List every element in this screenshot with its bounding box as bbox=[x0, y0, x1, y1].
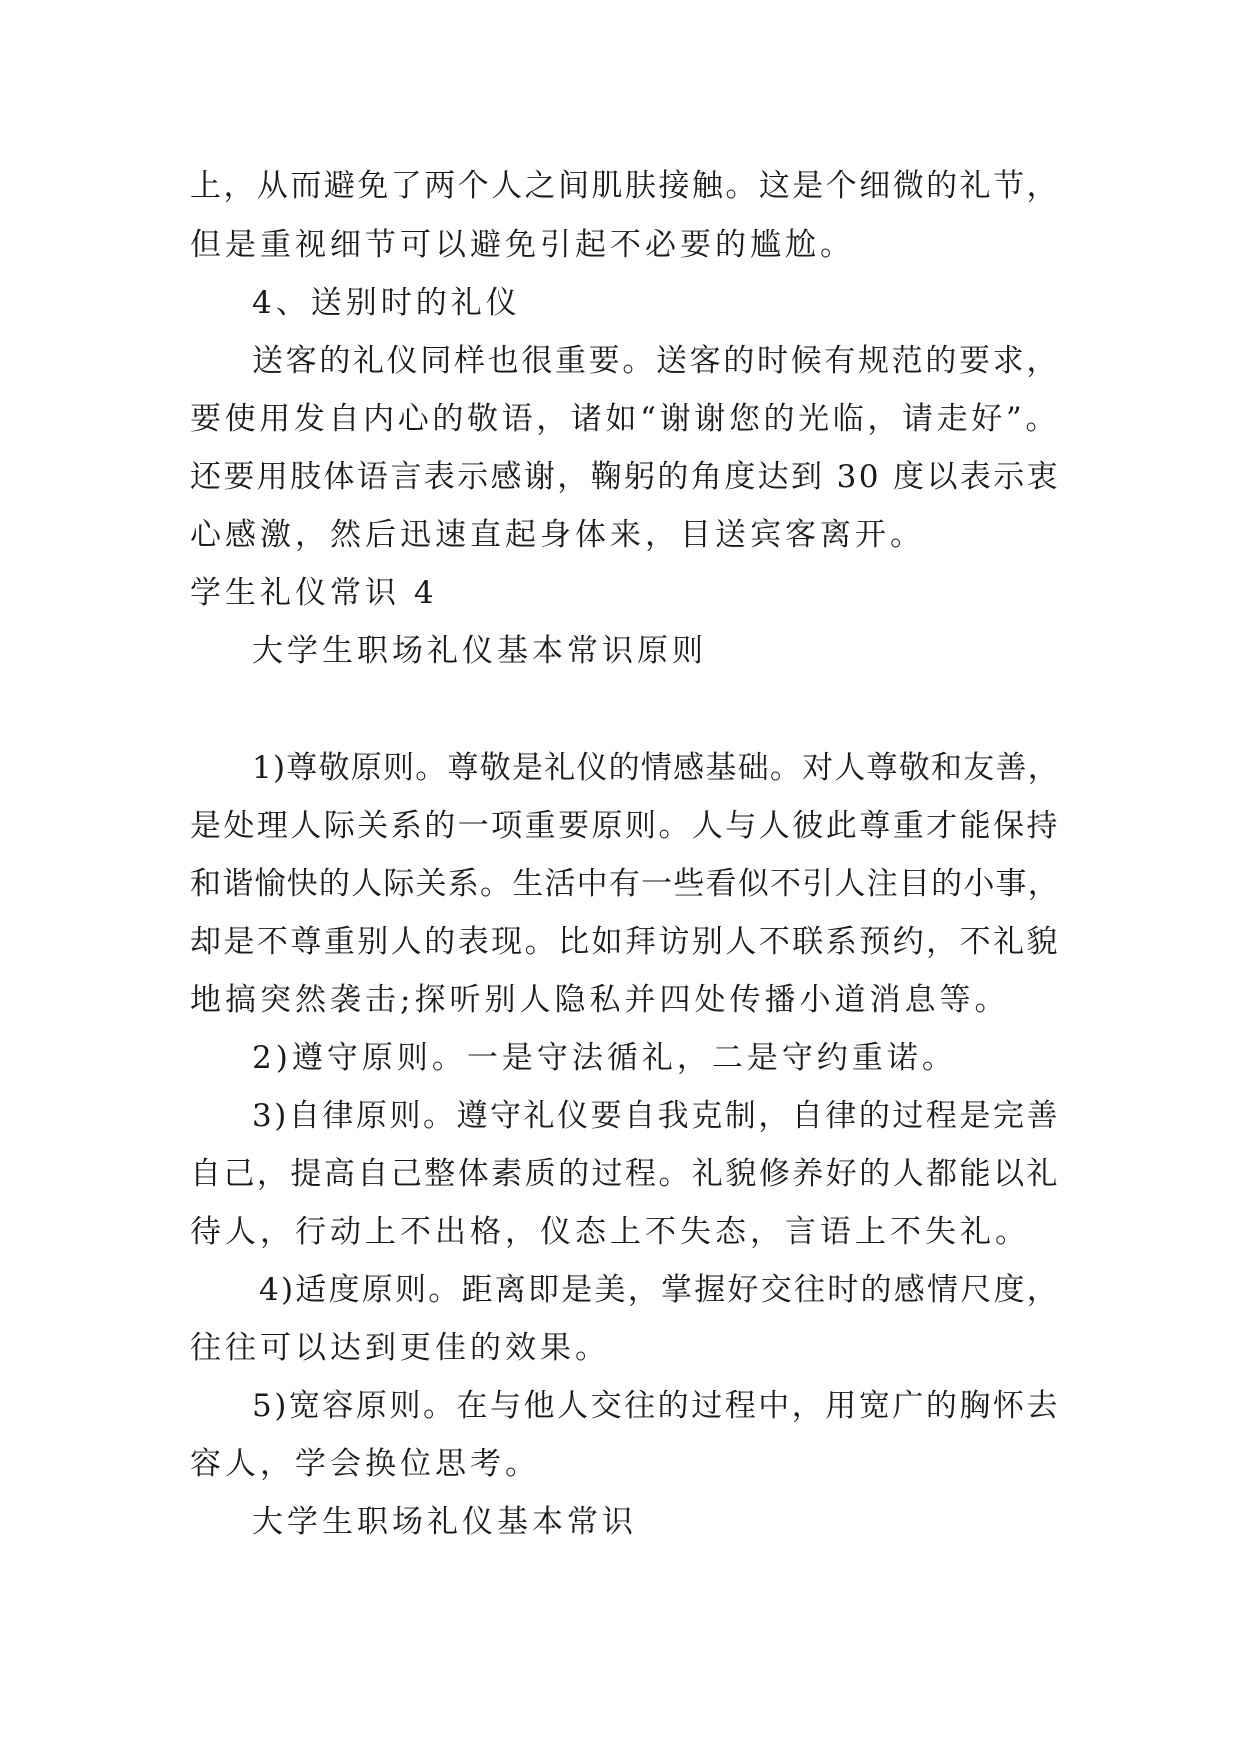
text-line: 容人，学会换位思考。 bbox=[190, 1446, 540, 1482]
text-line: 2)遵守原则。一是守法循礼，二是守约重诺。 bbox=[252, 1040, 957, 1076]
section-title: 学生礼仪常识 4 bbox=[190, 575, 438, 611]
text-line: 上，从而避免了两个人之间肌肤接触。这是个细微的礼节， bbox=[190, 168, 1060, 204]
text-line: 地搞突然袭击;探听别人隐私并四处传播小道消息等。 bbox=[190, 982, 1010, 1018]
subsection-title: 大学生职场礼仪基本常识 bbox=[252, 1504, 637, 1540]
text-line: 要使用发自内心的敬语，诸如“谢谢您的光临，请走好”。 bbox=[190, 401, 1060, 437]
text-line: 还要用肢体语言表示感谢，鞠躬的角度达到 30 度以表示衷 bbox=[190, 459, 1060, 495]
text-line: 待人，行动上不出格，仪态上不失态，言语上不失礼。 bbox=[190, 1214, 1030, 1250]
text-line: 却是不尊重别人的表现。比如拜访别人不联系预约，不礼貌 bbox=[190, 924, 1060, 960]
text-line: 心感激，然后迅速直起身体来，目送宾客离开。 bbox=[190, 517, 925, 553]
section-heading: 4、送别时的礼仪 bbox=[252, 285, 521, 321]
text-line: 3)自律原则。遵守礼仪要自我克制，自律的过程是完善 bbox=[252, 1098, 1060, 1134]
text-line: 送客的礼仪同样也很重要。送客的时候有规范的要求， bbox=[252, 343, 1060, 379]
text-line: 是处理人际关系的一项重要原则。人与人彼此尊重才能保持 bbox=[190, 808, 1060, 844]
text-line: 4)适度原则。距离即是美，掌握好交往时的感情尺度， bbox=[259, 1272, 1060, 1308]
text-line: 1)尊敬原则。尊敬是礼仪的情感基础。对人尊敬和友善， bbox=[252, 750, 1060, 786]
text-line: 往往可以达到更佳的效果。 bbox=[190, 1330, 610, 1366]
text-line: 5)宽容原则。在与他人交往的过程中，用宽广的胸怀去 bbox=[252, 1388, 1060, 1424]
text-line: 自己，提高自己整体素质的过程。礼貌修养好的人都能以礼 bbox=[190, 1156, 1060, 1192]
subsection-title: 大学生职场礼仪基本常识原则 bbox=[252, 633, 707, 669]
text-line: 和谐愉快的人际关系。生活中有一些看似不引人注目的小事， bbox=[190, 866, 1060, 902]
text-line: 但是重视细节可以避免引起不必要的尴尬。 bbox=[190, 227, 855, 263]
